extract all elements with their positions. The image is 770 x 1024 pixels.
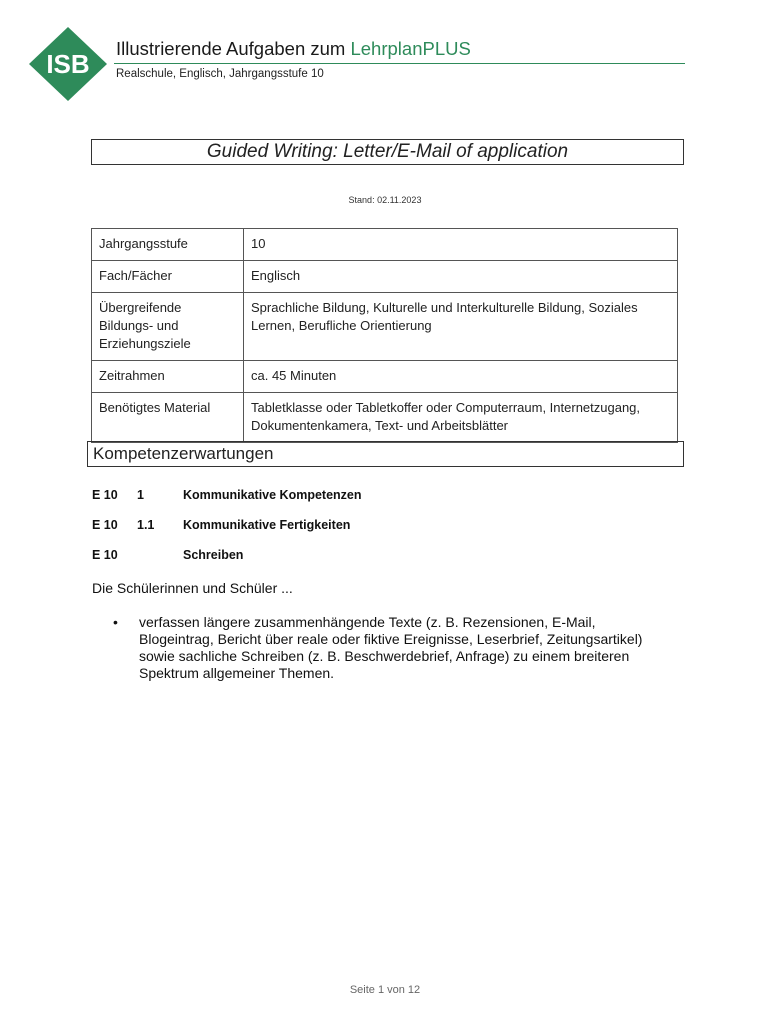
table-row bbox=[92, 261, 678, 293]
header-subtitle: Realschule, Englisch, Jahrgangsstufe 10 bbox=[116, 68, 324, 80]
table-key: Übergreifende Bildungs- und Erziehungsziele bbox=[92, 293, 244, 361]
table-key: Zeitrahmen bbox=[92, 361, 244, 393]
table-value: Englisch bbox=[244, 261, 678, 293]
page-number: Seite 1 von 12 bbox=[349, 984, 421, 996]
table-value: ca. 45 Minuten bbox=[244, 361, 678, 393]
table-row bbox=[92, 293, 678, 361]
document-title: Guided Writing: Letter/E-Mail of application bbox=[91, 139, 684, 165]
intro-text: Die Schülerinnen und Schüler ... bbox=[92, 580, 293, 596]
header-divider bbox=[114, 63, 685, 64]
bullet-text: verfassen längere zusammenhängende Texte (z. B. Rezensionen, E-Mail, Blogeintrag, Bericht über reale oder fiktive Ereignisse, Leserbrief, Zeitungsartikel) sowie sachliche Schreiben (z. B. Beschwerdebrief, Anfrage) zu einem breiteren Spektrum allgemeiner Themen. bbox=[139, 614, 643, 681]
competence-label: Kommunikative Kompetenzen bbox=[183, 488, 362, 502]
competence-number: 1.1 bbox=[137, 518, 155, 532]
competence-label: Schreiben bbox=[183, 548, 244, 562]
table-value: Tabletklasse oder Tabletkoffer oder Computerraum, Internetzugang, Dokumentenkamera, Text- und Arbeitsblätter bbox=[244, 393, 678, 443]
document-date: Stand: 02.11.2023 bbox=[348, 195, 422, 205]
isb-logo bbox=[28, 26, 108, 102]
isb-logo-diamond bbox=[28, 26, 108, 102]
header-title bbox=[116, 38, 471, 60]
bullet-icon: • bbox=[113, 614, 118, 630]
table-value: 10 bbox=[244, 229, 678, 261]
competence-code: E 10 bbox=[92, 488, 118, 502]
competence-label: Kommunikative Fertigkeiten bbox=[183, 518, 351, 532]
header-title-accent: LehrplanPLUS bbox=[350, 38, 471, 59]
table-row bbox=[92, 361, 678, 393]
table-key: Fach/Fächer bbox=[92, 261, 244, 293]
competence-code: E 10 bbox=[92, 548, 118, 562]
table-row bbox=[92, 393, 678, 443]
table-key: Benötigtes Material bbox=[92, 393, 244, 443]
table-value: Sprachliche Bildung, Kulturelle und Interkulturelle Bildung, Soziales Lernen, Berufliche Orientierung bbox=[244, 293, 678, 361]
section-heading: Kompetenzerwartungen bbox=[87, 441, 684, 467]
logo-text: ISB bbox=[46, 49, 90, 79]
competence-number: 1 bbox=[137, 488, 144, 502]
header-title-prefix: Illustrierende Aufgaben zum bbox=[116, 38, 346, 59]
competence-code: E 10 bbox=[92, 518, 118, 532]
table-key: Jahrgangsstufe bbox=[92, 229, 244, 261]
meta-table bbox=[91, 228, 678, 443]
table-row bbox=[92, 229, 678, 261]
